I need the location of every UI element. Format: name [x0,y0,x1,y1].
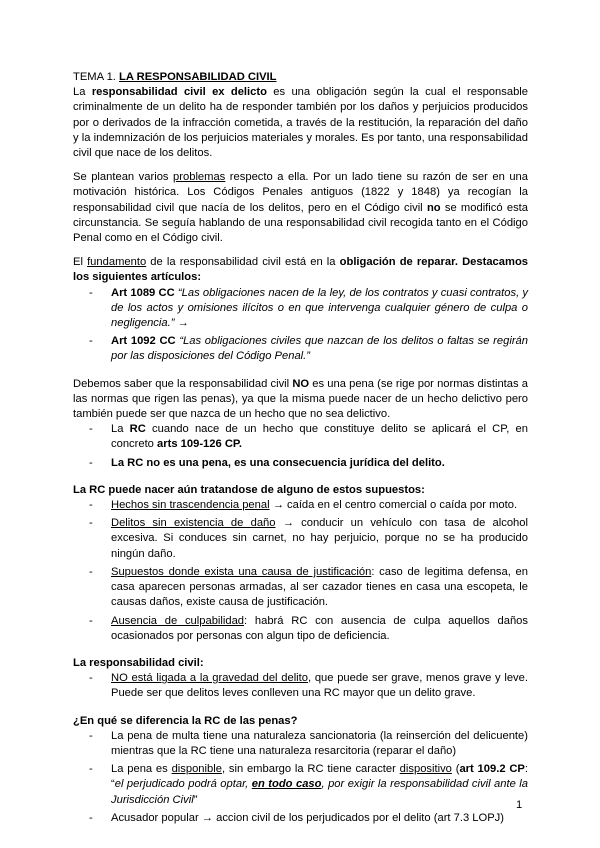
supuestos-heading: La RC puede nacer aún tratandose de alguno de estos supuestos: [73,483,425,496]
rc-list [73,422,528,471]
problems-paragraph: Se plantean varios problemas respecto a ella. Por un lado tiene su razón de ser en una motivación histórica. Los Códigos Penales antiguos (1822 y 1848) ya recogían la responsabilidad civil que nacía de los delitos, pero en el Código civil no se modificó esta circunstancia. Se seguía hablando de una responsabilidad civil recogida tanto en el Código Penal como en el Código civil. [73,171,528,245]
list-item: - NO está ligada a la gravedad del delito, que puede ser grave, menos grave y leve. Puede ser que delitos leves conlleven una RC mayor que un delito grave. [89,672,528,700]
list-item: - Supuestos donde exista una causa de justificación: caso de legitima defensa, en casa aparecen personas armadas, al ser cazador tienes en casa una escopeta, le causas daños, existe causa de justificación. [89,565,528,609]
list-item: - Art 1089 CC “Las obligaciones nacen de la ley, de los contratos y cuasi contratos, y de los actos y omisiones ilícitos o en que intervenga cualquier género de culpa o negligencia.” → [89,286,529,330]
list-item: - Art 1092 CC “Las obligaciones civiles que nazcan de los delitos o faltas se regirán por las disposiciones del Código Penal.” [89,335,528,363]
rc-heading: La responsabilidad civil: [73,656,204,669]
rc-items-list [73,671,528,701]
intro-paragraph: La responsabilidad civil ex delicto es una obligación según la cual el responsable criminalmente de un delito ha de responder también por los daños y perjuicios producidos por o derivados de la infracción cometida, a través de la restitución, la reparación del daño y la indemnización de los perjuicios materiales y morales. Es por tanto, una responsabilidad civil que nace de los delitos. [73,86,528,160]
articles-list [73,286,528,365]
list-item: - La pena es disponible, sin embargo la RC tiene caracter dispositivo (art 109.2 CP: “el perjudicado podrá optar, en todo caso, por exigir la responsabilidad civil ante la Jurisdicción Civil” [89,763,528,806]
page-number: 1 [516,799,523,811]
document-body [73,70,528,829]
pena-paragraph: Debemos saber que la responsabilidad civil NO es una pena (se rige por normas distintas a las normas que rigen las penas), ya que la misma puede nacer de un hecho delictivo pero también puede ser que nazca de un hecho que no sea delictivo. [73,377,528,421]
list-item: - Ausencia de culpabilidad: habrá RC con ausencia de culpa aquellos daños ocasionados por personas con algun tipo de deficiencia. [89,614,528,642]
diff-list [73,729,528,826]
list-item: - La RC cuando nace de un hecho que constituye delito se aplicará el CP, en concreto arts 109-126 CP. [89,423,528,451]
page-title: TEMA 1. LA RESPONSABILIDAD CIVIL [73,71,277,83]
list-item: - Hechos sin trascendencia penal → caída en el centro comercial o caída por moto. [89,499,518,512]
list-item: - Acusador popular → accion civil de los perjudicados por el delito (art 7.3 LOPJ) [89,811,505,824]
fundamento-paragraph: El fundamento de la responsabilidad civil está en la obligación de reparar. Destacamos los siguientes artículos: [73,256,528,284]
diff-heading: ¿En qué se diferencia la RC de las penas? [73,714,298,727]
list-item: - La pena de multa tiene una naturaleza sancionatoria (la reinserción del delicuente) mientras que la RC tiene una naturaleza resarcitoria (reparar el daño) [89,729,528,757]
list-item: - Delitos sin existencia de daño → conducir un vehículo con tasa de alcohol excesiva. Si conduces sin carnet, no hay perjuicio, porque no se ha producido ningún daño. [89,517,528,560]
list-item: - La RC no es una pena, es una consecuencia jurídica del delito. [89,456,445,469]
supuestos-list [73,498,528,644]
